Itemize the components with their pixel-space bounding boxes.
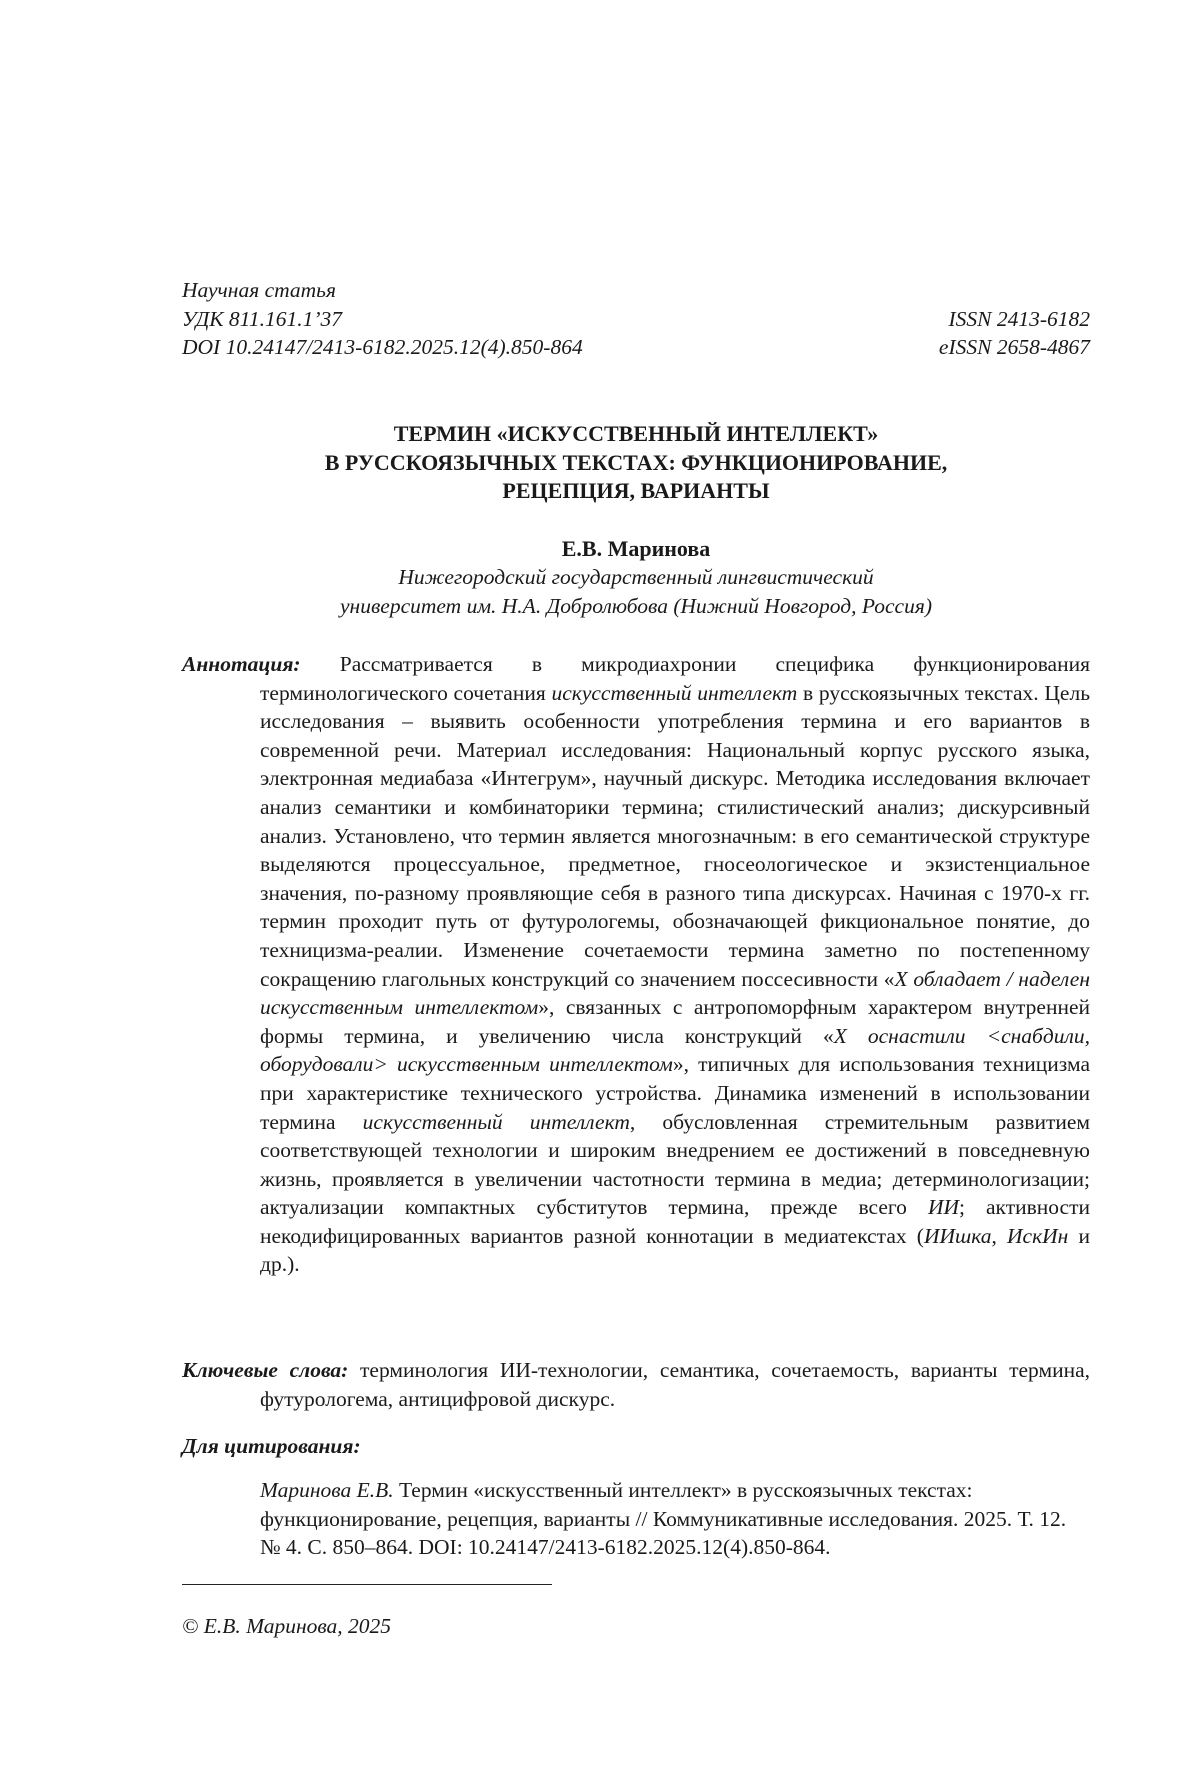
meta-row-udk [182,305,1090,334]
title-line-1: ТЕРМИН «ИСКУССТВЕННЫЙ ИНТЕЛЛЕКТ» [393,421,879,446]
abstract-text-4: », типичных для использования техницизма при характеристике технического устройства. Динамика изменений в использовании термина [260,1052,1090,1134]
udk-code: УДК 811.161.1’37 [182,306,343,331]
affiliation-line-1: Нижегородский государственный лингвистический [398,565,874,589]
citation [260,1476,1090,1562]
keywords [182,1356,1090,1413]
title-line-2: В РУССКОЯЗЫЧНЫХ ТЕКСТАХ: ФУНКЦИОНИРОВАНИЕ, [324,449,948,475]
abstract-term-5: ИскИн [1007,1223,1069,1248]
copyright: © Е.В. Маринова, 2025 [182,1614,392,1638]
author-affiliation [182,563,1090,620]
eissn: eISSN 2658-4867 [938,335,1090,359]
meta-row-type [182,276,1090,305]
article-meta [182,276,1090,362]
abstract-example-2: X оснастили <снабдили, оборудовали> искусственным интеллектом [260,1023,1090,1077]
abstract-text-1: Рассматривается в микродиахронии специфика функционирования терминологического сочетания [260,652,1091,705]
abstract-label: Аннотация: [182,652,301,676]
abstract [182,650,1090,1279]
citation-author: Маринова Е.В. [260,1478,394,1502]
abstract-term-2: искусственный интеллект [362,1109,630,1134]
citation-text: Термин «искусственный интеллект» в русскоязычных текстах: функционирование, рецепция, варианты // Коммуникативные исследования. 2025. Т. 12. № 4. С. 850–864. DOI: 10.24147/2413-6182.2025.12(4).850-864. [260,1478,1067,1560]
meta-row-doi [182,333,1090,362]
doi: DOI 10.24147/2413-6182.2025.12(4).850-864 [182,335,583,359]
footnote-divider [182,1584,552,1585]
issn: ISSN 2413-6182 [948,306,1090,331]
abstract-text-5: , обусловленная стремительным развитием соответствующей технологии и широким внедрением ее достижений в повседневную жизнь, проявляется в увеличении частотности термина в медиа; детерминологизации; актуализации компактных субститутов термина, прежде всего [260,1109,1090,1220]
abstract-text-2: в русскоязычных текстах. Цель исследования – выявить особенности употребления термина и его вариантов в современной речи. Материал исследования: Национальный корпус русского языка, электронная медиабаза «Интегрум», научный дискурс. Методика исследования включает анализ семантики и комбинаторики термина; стилистический анализ; дискурсивный анализ. Установлено, что термин является многозначным: в его семантической структуре выделяются процессуальное, предметное, гносеологическое и экзистенциальное значения, по-разному проявляющие себя в разного типа дискурсах. Начиная с 1970-х гг. термин проходит путь от футурологемы, обозначающей фикциональное понятие, до техницизма-реалии. Изменение сочетаемости термина заметно по постепенному сокращению глагольных конструкций со значением поссесивности « [260,680,1091,991]
abstract-example-1: X обладает / наделен искусственным интеллектом [260,966,1090,1020]
abstract-term-3: ИИ [927,1195,960,1220]
abstract-text-8: и др.). [260,1223,1091,1277]
article-type: Научная статья [182,278,336,302]
author-name: Е.В. Маринова [561,536,711,561]
title-line-3: РЕЦЕПЦИЯ, ВАРИАНТЫ [502,478,770,503]
abstract-term-1: искусственный интеллект [551,680,798,705]
article-title [182,420,1090,506]
abstract-text-6: ; активности некодифицированных вариантов разной коннотации в медиатекстах ( [260,1195,1091,1248]
abstract-term-4: ИИшка [923,1223,992,1248]
affiliation-line-2: университет им. Н.А. Добролюбова (Нижний Новгород, Россия) [340,593,932,618]
citation-label: Для цитирования: [182,1434,361,1458]
abstract-text-7: , [991,1223,1008,1248]
keywords-text: терминология ИИ-технологии, семантика, сочетаемость, варианты термина, футурологема, антицифровой дискурс. [260,1358,1090,1411]
keywords-label: Ключевые слова: [182,1358,349,1382]
abstract-text-3: », связанных с антропоморфным характером внутренней формы термина, и увеличению числа конструкций « [260,995,1091,1048]
